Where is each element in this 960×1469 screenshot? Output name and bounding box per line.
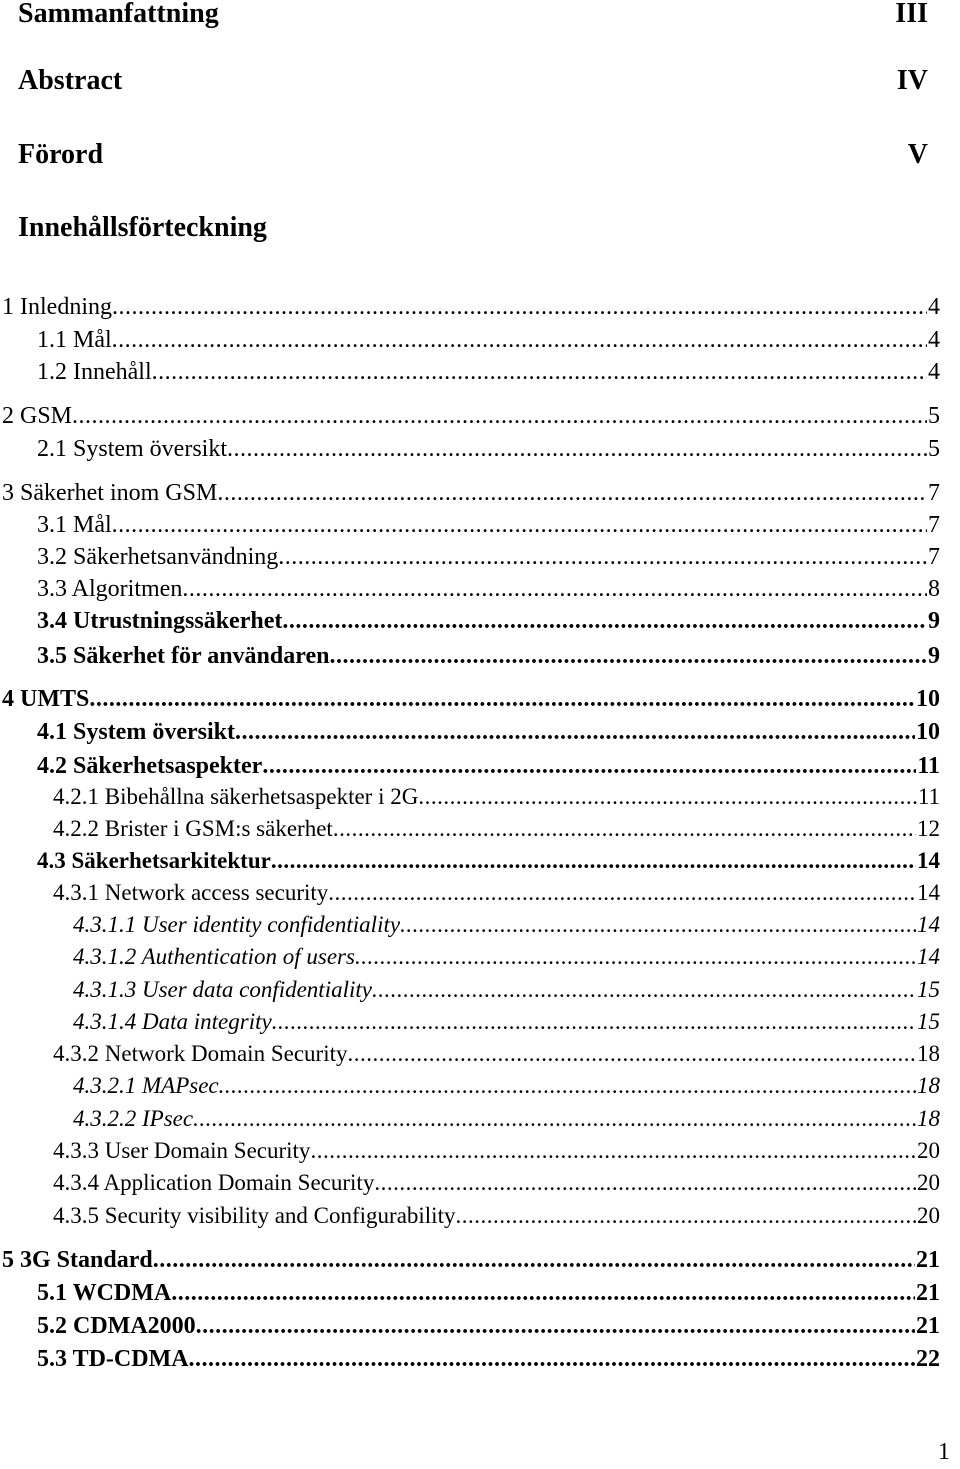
- toc-entry-page: 8: [928, 576, 940, 602]
- toc-entry-page: 12: [917, 816, 940, 841]
- toc-entry-label: 1 Inledning: [2, 294, 112, 320]
- toc-entry[interactable]: [37, 434, 940, 464]
- toc-entry-label: 5.3 TD-CDMA: [37, 1346, 189, 1372]
- toc-entry-label: 4.2.2 Brister i GSM:s säkerhet: [53, 816, 333, 841]
- toc-entry-page: 14: [917, 944, 940, 969]
- toc-entry[interactable]: [37, 606, 940, 636]
- toc-leader-dots: [262, 751, 916, 781]
- toc-entry-page: 7: [928, 512, 940, 538]
- toc-entry[interactable]: [73, 1007, 940, 1037]
- toc-leader-dots: [418, 782, 917, 812]
- front-entry-forord[interactable]: [18, 139, 928, 171]
- toc-entry[interactable]: [37, 542, 940, 572]
- front-entry-label: Sammanfattning: [18, 0, 219, 29]
- toc-leader-dots: [333, 814, 916, 844]
- toc-entry-page: 20: [917, 1138, 940, 1163]
- toc-entry-label: 4.3.1.3 User data confidentiality: [73, 977, 372, 1002]
- toc-leader-dots: [374, 1168, 916, 1198]
- toc-entry-label: 5 3G Standard: [2, 1247, 153, 1273]
- toc-entry-page: 11: [917, 784, 940, 809]
- toc-entry[interactable]: [37, 1344, 940, 1374]
- toc-leader-dots: [347, 1039, 916, 1069]
- toc-entry-label: 1.1 Mål: [37, 327, 112, 353]
- toc-entry[interactable]: [73, 975, 940, 1005]
- toc-leader-dots: [152, 357, 927, 387]
- toc-leader-dots: [89, 684, 915, 714]
- front-entry-innehallsforteckning[interactable]: [18, 212, 928, 244]
- toc-entry-label: 4.3.1.4 Data integrity: [73, 1009, 272, 1034]
- front-entry-page: IV: [896, 65, 928, 96]
- toc-entry-label: 3.1 Mål: [37, 512, 112, 538]
- toc-entry-label: 2.1 System översikt: [37, 436, 227, 462]
- toc-entry-page: 4: [928, 327, 940, 353]
- toc-entry-page: 15: [917, 977, 940, 1002]
- toc-entry-label: 5.1 WCDMA: [37, 1280, 172, 1306]
- toc-entry-label: 4.3.5 Security visibility and Configurability: [53, 1203, 456, 1228]
- toc-entry[interactable]: [73, 942, 940, 972]
- toc-leader-dots: [112, 510, 927, 540]
- toc-entry-label: 4.3 Säkerhetsarkitektur: [37, 848, 271, 873]
- toc-leader-dots: [278, 542, 927, 572]
- toc-entry[interactable]: [37, 751, 940, 781]
- toc-leader-dots: [112, 292, 927, 322]
- toc-entry[interactable]: [53, 1201, 940, 1231]
- toc-entry-page: 4: [928, 359, 940, 385]
- toc-entry-page: 10: [916, 719, 940, 745]
- toc-leader-dots: [282, 606, 927, 636]
- toc-entry-label: 4.3.1 Network access security: [53, 880, 329, 905]
- toc-entry-label: 3.2 Säkerhetsanvändning: [37, 544, 279, 570]
- toc-entry-page: 11: [917, 753, 940, 779]
- toc-entry-page: 9: [928, 643, 940, 669]
- toc-entry-page: 18: [917, 1073, 940, 1098]
- toc-entry[interactable]: [37, 1311, 940, 1341]
- page-number: 1: [938, 1439, 950, 1465]
- toc-entry-page: 7: [928, 480, 940, 506]
- toc-entry-label: 4.3.4 Application Domain Security: [53, 1170, 375, 1195]
- toc-leader-dots: [182, 574, 927, 604]
- toc-entry-page: 5: [928, 403, 940, 429]
- toc-entry-label: 4.2.1 Bibehållna säkerhetsaspekter i 2G: [53, 784, 419, 809]
- toc-entry[interactable]: [53, 1039, 940, 1069]
- front-entry-sammanfattning[interactable]: [18, 0, 928, 30]
- toc-leader-dots: [455, 1201, 916, 1231]
- toc-entry-label: 4.3.1.1 User identity confidentiality: [73, 912, 401, 937]
- front-entry-label: Innehållsförteckning: [18, 212, 267, 243]
- toc-entry[interactable]: [37, 574, 940, 604]
- toc-entry[interactable]: [73, 910, 940, 940]
- toc-entry-label: 4.1 System översikt: [37, 719, 235, 745]
- toc-entry-page: 18: [917, 1106, 940, 1131]
- toc-entry[interactable]: [2, 401, 940, 431]
- toc-entry[interactable]: [37, 510, 940, 540]
- toc-entry-page: 4: [928, 294, 940, 320]
- toc-entry-page: 18: [917, 1041, 940, 1066]
- toc-entry-label: 1.2 Innehåll: [37, 359, 152, 385]
- toc-leader-dots: [227, 434, 927, 464]
- toc-entry-label: 4.3.2 Network Domain Security: [53, 1041, 348, 1066]
- toc-entry-label: 5.2 CDMA2000: [37, 1313, 196, 1339]
- toc-entry[interactable]: [2, 684, 940, 714]
- toc-leader-dots: [272, 1007, 916, 1037]
- toc-leader-dots: [271, 846, 916, 876]
- toc-entry[interactable]: [2, 1245, 940, 1275]
- toc-entry-label: 4.3.2.1 MAPsec: [73, 1073, 219, 1098]
- front-entry-label: Abstract: [18, 65, 123, 96]
- toc-entry[interactable]: [37, 325, 940, 355]
- toc-entry-page: 22: [916, 1346, 940, 1372]
- toc-leader-dots: [355, 942, 916, 972]
- toc-entry[interactable]: [37, 717, 940, 747]
- toc-leader-dots: [193, 1104, 916, 1134]
- toc-entry-label: 3.4 Utrustningssäkerhet: [37, 608, 283, 634]
- toc-leader-dots: [329, 641, 927, 671]
- front-entry-page: III: [895, 0, 928, 29]
- front-entry-label: Förord: [18, 139, 104, 170]
- toc-entry-page: 9: [928, 608, 940, 634]
- toc-entry-label: 2 GSM: [2, 403, 73, 429]
- toc-entry-page: 5: [928, 436, 940, 462]
- toc-entry-page: 10: [916, 686, 940, 712]
- toc-entry-page: 21: [916, 1247, 940, 1273]
- toc-entry-page: 21: [916, 1280, 940, 1306]
- toc-entry-label: 4.2 Säkerhetsaspekter: [37, 753, 263, 779]
- toc-leader-dots: [72, 401, 927, 431]
- toc-leader-dots: [112, 325, 927, 355]
- toc-entry[interactable]: [37, 641, 940, 671]
- toc-leader-dots: [189, 1344, 915, 1374]
- toc-leader-dots: [328, 878, 916, 908]
- toc-entry[interactable]: [37, 846, 940, 876]
- toc-leader-dots: [153, 1245, 915, 1275]
- toc-entry[interactable]: [53, 878, 940, 908]
- toc-entry-page: 21: [916, 1313, 940, 1339]
- toc-entry-label: 4 UMTS: [2, 686, 90, 712]
- toc-entry[interactable]: [37, 357, 940, 387]
- toc-entry-page: 14: [917, 880, 940, 905]
- front-entry-abstract[interactable]: [18, 65, 928, 97]
- toc-entry-page: 14: [917, 912, 940, 937]
- toc-entry-label: 3 Säkerhet inom GSM: [2, 480, 218, 506]
- front-entry-page: V: [907, 139, 928, 170]
- toc-entry-label: 3.3 Algoritmen: [37, 576, 183, 602]
- toc-entry[interactable]: [53, 1168, 940, 1198]
- toc-entry-label: 4.3.2.2 IPsec: [73, 1106, 194, 1131]
- toc-entry[interactable]: [73, 1071, 940, 1101]
- toc-entry[interactable]: [53, 814, 940, 844]
- toc-leader-dots: [219, 1071, 916, 1101]
- toc-entry[interactable]: [53, 782, 940, 812]
- toc-entry-page: 20: [917, 1203, 940, 1228]
- toc-entry-label: 4.3.1.2 Authentication of users: [73, 944, 355, 969]
- toc-entry[interactable]: [2, 292, 940, 322]
- toc-entry[interactable]: [73, 1104, 940, 1134]
- toc-leader-dots: [235, 717, 915, 747]
- toc-entry[interactable]: [2, 478, 940, 508]
- toc-entry-page: 14: [917, 848, 940, 873]
- toc-entry-page: 15: [917, 1009, 940, 1034]
- toc-entry-page: 7: [928, 544, 940, 570]
- toc-leader-dots: [310, 1136, 916, 1166]
- toc-leader-dots: [372, 975, 916, 1005]
- toc-entry[interactable]: [53, 1136, 940, 1166]
- toc-entry-label: 3.5 Säkerhet för användaren: [37, 643, 330, 669]
- toc-entry-label: 4.3.3 User Domain Security: [53, 1138, 311, 1163]
- toc-leader-dots: [171, 1278, 915, 1308]
- toc-leader-dots: [400, 910, 916, 940]
- toc-leader-dots: [217, 478, 927, 508]
- toc-leader-dots: [196, 1311, 915, 1341]
- toc-entry-page: 20: [917, 1170, 940, 1195]
- toc-entry[interactable]: [37, 1278, 940, 1308]
